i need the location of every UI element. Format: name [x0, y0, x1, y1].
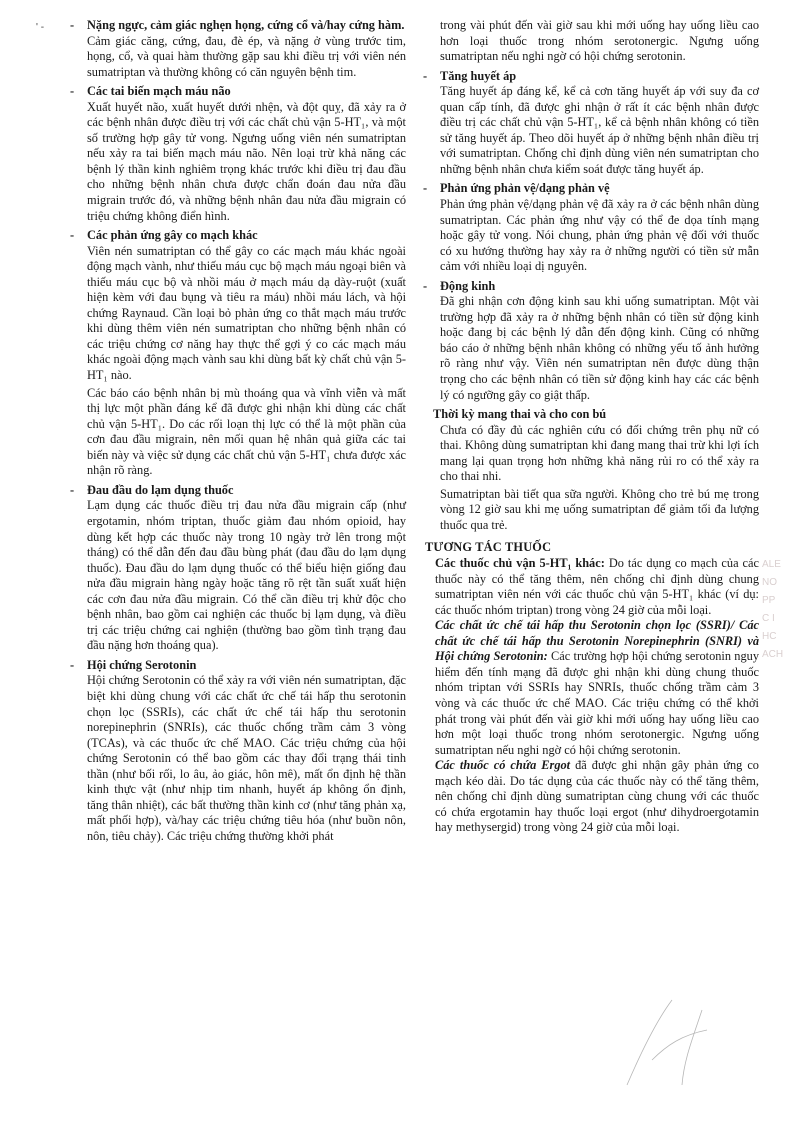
section-heading — [70, 228, 406, 244]
section-heading-text: Các tai biến mạch máu não — [87, 84, 231, 99]
continued-paragraph: trong vài phút đến vài giờ sau khi mới uống hay uống liều cao hơn loại thuốc trong nhóm serotonergic. Ngưng uống sumatriptan nếu nghi ngờ có hội chứng serotonin. — [440, 18, 759, 64]
interaction-5ht1 — [435, 556, 759, 618]
section-heading — [70, 18, 406, 34]
stamp-fragment: NO — [762, 577, 777, 588]
right-column — [423, 18, 759, 840]
section-heading-text: Nặng ngực, cảm giác nghẹn họng, cứng cổ và/hay cứng hàm. — [87, 18, 405, 32]
section-heading-text: Động kinh — [440, 278, 496, 293]
interaction-text: Các trường hợp hội chứng serotonin nguy hiểm đến tính mạng đã được ghi nhận khi dùng chung thuốc nhóm triptan với SSRIs hay SNRIs, thuốc chống trầm cảm 3 vòng và các thuốc ức chế MAO. Các triệu chứng có thể khởi phát trong vài phút đến vài giờ khi mới uống hay uống liều cao hơn một loại thuốc trong nhóm serotonergic. Ngưng uống sumatriptan nếu nghi ngờ có hội chứng serotonin. — [435, 649, 759, 757]
stamp-fragment: PP — [762, 595, 776, 606]
section-paragraph: Các báo cáo bệnh nhân bị mù thoáng qua và vĩnh viễn và mất thị lực một phần đáng kể đã được ghi nhận khi dùng các chất chủ vận 5-HT₁. Do các rối loạn thị lực có thể là một phần của cơn đau đầu migrain, nên mối quan hệ nhân quả giữa các tai biến này và việc sử dụng các chất chủ vận 5-HT₁ chưa được xác nhận rõ ràng. — [87, 385, 406, 478]
warning-section — [70, 18, 406, 80]
section-heading — [423, 69, 759, 85]
scan-mark: ' - — [36, 22, 45, 33]
section-paragraph: Viên nén sumatriptan có thể gây co các mạch máu khác ngoài động mạch vành, như thiếu máu cục bộ mạch máu ngoại biên và thiếu máu cục bộ và nhồi máu ở mạch máu dạ dày-ruột (xuất hiện kèm với đau bụng và tiêu ra máu) nhồi máu lách, và hội chứng Raynaud. Cần loại bỏ phản ứng co thắt mạch máu trước khi dùng thêm viên nén sumatriptan cho những bệnh nhân có các triệu chứng cơ năng hay thực thể gợi ý co các mạch máu khác ngoài động mạch vành sau khi dùng bất kỳ chất chủ vận 5-HT₁ nào. — [87, 243, 406, 383]
bullet-dash: - — [70, 18, 75, 32]
warning-section — [70, 84, 406, 224]
interactions-section — [423, 540, 759, 836]
interaction-text: Do tác dụng co mạch của các thuốc này có thể tăng thêm, nên chống chỉ định dùng chung sumatriptan viên nén với các thuốc chủ vận 5-HT₁ khác (ví dụ: các thuốc nhóm triptan) trong vòng 24 giờ của mỗi loại. — [435, 556, 759, 617]
section-paragraph: Xuất huyết não, xuất huyết dưới nhện, và đột quỵ, đã xảy ra ở các bệnh nhân được điều trị với các chất chủ vận 5-HT₁, và một số trường hợp gây tử vong. Ngưng uống viên nén sumatriptan nếu xảy ra tai biến mạch máu não. Nên loại trừ khả năng các bệnh lý thần kinh nghiêm trọng khác trước khi điều trị đau đầu cho những bệnh nhân chưa được chẩn đoán đau nửa đầu migrain trước đó, và những bệnh nhân đau nửa đầu migrain có triệu chứng không điển hình. — [87, 99, 406, 223]
interaction-ergot — [435, 758, 759, 836]
section-paragraph: Sumatriptan bài tiết qua sữa người. Không cho trẻ bú mẹ trong vòng 12 giờ sau khi mẹ uống sumatriptan để giảm tối đa lượng thuốc qua trẻ. — [440, 486, 759, 532]
warning-section — [70, 228, 406, 479]
section-heading — [70, 84, 406, 100]
faded-stamp — [762, 556, 799, 688]
bullet-dash: - — [70, 84, 75, 99]
stamp-fragment: ACH — [762, 649, 784, 660]
interaction-lead: Các thuốc chủ vận 5-HT₁ khác: — [435, 556, 605, 571]
section-paragraph: Hội chứng Serotonin có thể xảy ra với viên nén sumatriptan, đặc biệt khi dùng chung với các chất ức chế tái hấp thu serotonin chọn lọc (SSRIs), các chất ức chế tái hấp thu serotonin norepinephrin (SNRIs), các thuốc chống trầm cảm 3 vòng (TCAs), và các thuốc ức chế MAO. Các triệu chứng của hội chứng Serotonin có thể bao gồm các thay đổi trạng thái tinh thần (như bối rối, lo âu, ảo giác, hôn mê), mất ổn định hệ thần kinh thực vật (như nhịp tim nhanh, huyết áp không ổn định, tăng thân nhiệt), các bất thường thần kinh cơ (như tăng phản xạ, mất phối hợp), và/hay các triệu chứng tiêu hóa (như buồn nôn, nôn, tiêu chảy). Các triệu chứng thường khởi phát — [87, 673, 406, 843]
section-heading-text: Phản ứng phản vệ/dạng phản vệ — [440, 181, 610, 196]
section-heading: Thời kỳ mang thai và cho con bú — [433, 407, 607, 422]
signature-mark — [612, 990, 722, 1090]
interaction-lead: Các chất ức chế tái hấp thu Serotonin chọn lọc (SSRI)/ Các chất ức chế tái hấp thu Serotonin Norepinephrin (SNRI) và Hội chứng Serotonin: — [435, 618, 759, 664]
bullet-dash: - — [70, 228, 75, 243]
section-heading — [423, 181, 759, 197]
warning-section — [423, 181, 759, 274]
section-heading — [70, 483, 406, 499]
warning-section — [423, 279, 759, 403]
section-heading-text: Đau đầu do lạm dụng thuốc — [87, 482, 234, 497]
stamp-fragment: HC — [762, 631, 777, 642]
stamp-fragment: ALE — [762, 559, 781, 570]
bullet-dash: - — [423, 278, 428, 293]
bullet-dash: - — [423, 181, 428, 196]
interaction-ssri-snri — [435, 618, 759, 758]
section-paragraph: Lạm dụng các thuốc điều trị đau nửa đầu migrain cấp (như ergotamin, nhóm triptan, thuốc giảm đau nhóm opioid, hay dùng kết hợp các thuốc này trong 10 ngày trở lên trong một tháng) có thể dẫn đến đau đầu bùng phát (đau đầu do lạm dụng thuốc). Đau đầu do lạm dụng thuốc có thể biểu hiện giống đau nửa đầu migrain hàng ngày hoặc tăng rõ rệt tần suất xuất hiện các cơn đau nửa đầu migrain. Có thể cần điều trị khử độc cho bệnh nhân, bao gồm cai nghiện các thuốc bị lạm dụng, và điều trị các triệu chứng cai nghiện (thường bao gồm tình trạng đau đầu nặng hơn thoáng qua). — [87, 498, 406, 653]
warning-section — [423, 69, 759, 178]
bullet-dash: - — [70, 482, 75, 497]
section-heading-text: Hội chứng Serotonin — [87, 657, 197, 672]
stamp-fragment: C I — [762, 613, 775, 624]
section-paragraph: Phản ứng phản vệ/dạng phản vệ đã xảy ra ở các bệnh nhân dùng sumatriptan. Các phản ứng như vậy có thể đe dọa tính mạng hoặc gây tử vong. Nói chung, phản ứng phản vệ đối với thuốc có xu hướng thường hay xảy ra ở những người có tiền sử mẫn cảm với nhiều loại dị nguyên. — [440, 197, 759, 274]
interaction-text: đã được ghi nhận gây phản ứng co mạch kéo dài. Do tác dụng của các thuốc này có thể tăng thêm, nên chống chỉ định dùng sumatriptan cùng chung với các thuốc có chứa ergotamin hay thuốc loại ergot (như dihydroergotamin hay methysergid) trong vòng 24 giờ của mỗi loại. — [435, 758, 759, 835]
section-heading — [70, 658, 406, 674]
section-paragraph: Đã ghi nhận cơn động kinh sau khi uống sumatriptan. Một vài trường hợp đã xảy ra ở những bệnh nhân có tiền sử động kinh hoặc đang bị các bệnh lý dẫn đến động kinh. Cũng có những báo cáo ở những bệnh nhân không có những yếu tố ảnh hưởng rõ ràng như vậy. Viên nén sumatriptan nên được dùng thận trọng cho các bệnh nhân có tiền sử động kinh hay các các bệnh lý có ngưỡng gây co giật thấp. — [440, 294, 759, 402]
interaction-lead: Các thuốc có chứa Ergot — [435, 758, 571, 773]
section-heading-text: Tăng huyết áp — [440, 68, 517, 83]
left-column — [70, 18, 406, 848]
warning-section — [70, 483, 406, 654]
pregnancy-section — [423, 407, 759, 533]
section-paragraph: Cảm giác căng, cứng, đau, đè ép, và nặng ở vùng trước tim, họng, cổ, và quai hàm thường gặp sau khi điều trị với viên nén sumatriptan và thường không có căn nguyên bệnh tim. — [87, 33, 406, 79]
warning-section — [70, 658, 406, 845]
section-paragraph: Chưa có đầy đủ các nghiên cứu có đối chứng trên phụ nữ có thai. Không dùng sumatriptan khi đang mang thai trừ khi lợi ích mang lại quan trọng hơn những khả năng rủi ro có thể xảy ra cho thai nhi. — [440, 422, 759, 484]
bullet-dash: - — [423, 68, 428, 83]
section-heading — [423, 279, 759, 295]
section-heading-text: Các phản ứng gây co mạch khác — [87, 228, 258, 243]
bullet-dash: - — [70, 657, 75, 672]
section-paragraph: Tăng huyết áp đáng kể, kể cả cơn tăng huyết áp với suy đa cơ quan cấp tính, đã được ghi nhận ở rất ít các bệnh nhân được điều trị các chất chủ vận 5-HT₁, kể cả bệnh nhân không có tiền sử tăng huyết áp. Theo dõi huyết áp ở những bệnh nhân điều trị với sumatriptan. Chống chỉ định dùng viên nén sumatriptan cho những bệnh nhân chưa kiểm soát được tăng huyết áp. — [440, 84, 759, 176]
interactions-title: TƯƠNG TÁC THUỐC — [425, 539, 552, 554]
